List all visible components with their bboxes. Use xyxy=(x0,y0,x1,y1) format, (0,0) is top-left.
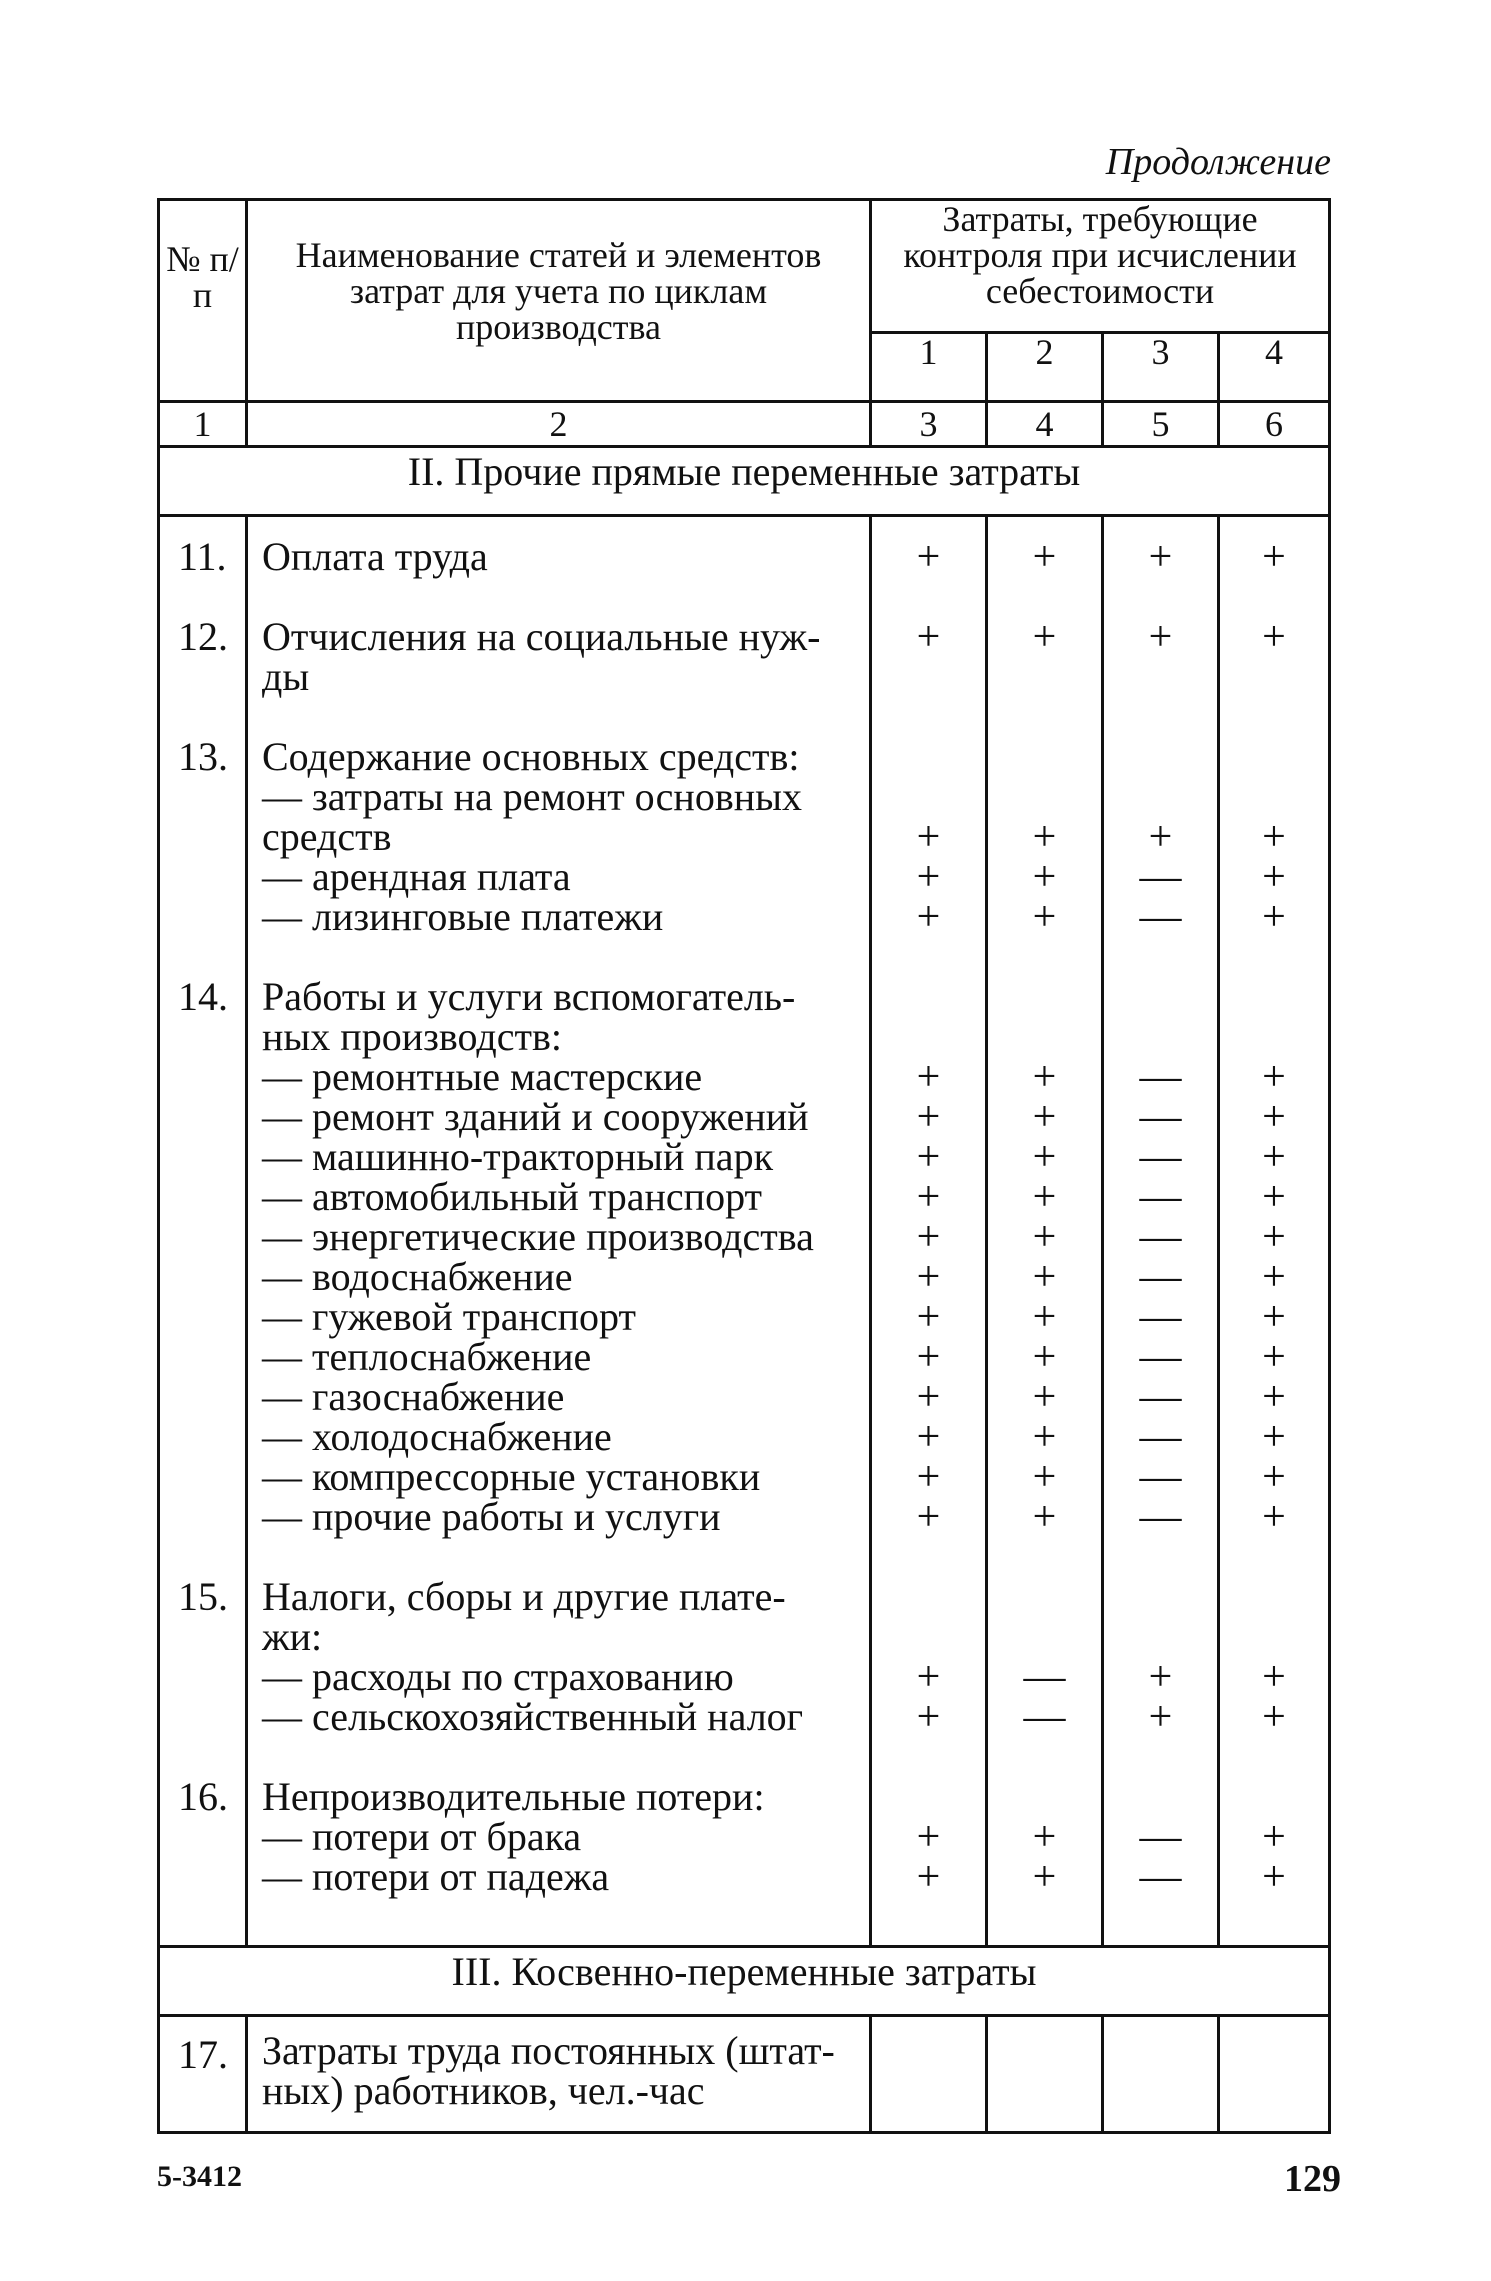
mark-c1-13: + xyxy=(916,1054,941,1100)
mark-c2-10 xyxy=(988,937,1101,977)
mark-c2-6 xyxy=(988,777,1101,817)
item-name-line-21: — газоснабжение xyxy=(262,1374,565,1419)
mark-c3-15: — xyxy=(1139,1134,1182,1180)
mark-c1-9: + xyxy=(916,894,941,940)
mark-c4-1 xyxy=(1220,577,1328,617)
mark-c3-3 xyxy=(1104,657,1217,697)
row-17-line-1: Затраты труда постоянных (штат- xyxy=(262,2028,835,2073)
mark-c1-27 xyxy=(872,1617,985,1657)
subcol-4: 4 xyxy=(1219,333,1330,402)
mark-c3-19: — xyxy=(1139,1294,1182,1340)
item-name-line-23: — компрессорные установки xyxy=(262,1454,761,1499)
colnum-2: 2 xyxy=(247,402,871,447)
item-name-line-24: — прочие работы и услуги xyxy=(262,1494,721,1539)
mark-c1-8: + xyxy=(916,854,941,900)
mark-c3-5 xyxy=(1104,737,1217,777)
item-name-line-15: — машинно-тракторный парк xyxy=(262,1134,773,1179)
mark-c3-10 xyxy=(1104,937,1217,977)
mark-c3-26 xyxy=(1104,1577,1217,1617)
continuation-label: Продолжение xyxy=(1105,141,1331,183)
mark-c2-20: + xyxy=(1032,1334,1057,1380)
colnum-5: 5 xyxy=(1103,402,1219,447)
mark-c4-19: + xyxy=(1262,1294,1286,1340)
item-name-line-29: — сельскохозяйственный налог xyxy=(262,1694,804,1739)
row-17 xyxy=(159,2016,1330,2133)
mark-c3-4 xyxy=(1104,697,1217,737)
item-name-line-0: Оплата труда xyxy=(262,534,488,579)
item-name-line-5: Содержание основных средств: xyxy=(262,734,800,779)
mark-c3-14: — xyxy=(1139,1094,1182,1140)
mark-c1-0: + xyxy=(916,534,941,580)
mark-c3-12 xyxy=(1104,1017,1217,1057)
mark-c1-30 xyxy=(872,1737,985,1777)
mark-c4-17: + xyxy=(1262,1214,1286,1260)
colnum-4: 4 xyxy=(987,402,1103,447)
mark-c2-23: + xyxy=(1032,1454,1057,1500)
mark-c1-14: + xyxy=(916,1094,941,1140)
mark-c4-3 xyxy=(1220,657,1328,697)
mark-c3-17: — xyxy=(1139,1214,1182,1260)
item-name-line-2: Отчисления на социальные нуж- xyxy=(262,614,821,659)
item-name-line-20: — теплоснабжение xyxy=(262,1334,592,1379)
mark-c3-0: + xyxy=(1148,534,1173,580)
mark-c4-27 xyxy=(1220,1617,1328,1657)
mark-c1-22: + xyxy=(916,1414,941,1460)
mark-c1-23: + xyxy=(916,1454,941,1500)
mark-c1-33: + xyxy=(916,1854,941,1900)
mark-c4-8: + xyxy=(1262,854,1286,900)
mark-c4-31 xyxy=(1220,1777,1328,1817)
item-name-line-31: Непроизводительные потери: xyxy=(262,1774,765,1819)
mark-c2-14: + xyxy=(1032,1094,1057,1140)
mark-c1-19: + xyxy=(916,1294,941,1340)
mark-c1-4 xyxy=(872,697,985,737)
mark-c1-5 xyxy=(872,737,985,777)
item-name-line-10 xyxy=(262,937,863,977)
mark-c3-32: — xyxy=(1139,1814,1182,1860)
mark-c4-20: + xyxy=(1262,1334,1286,1380)
mark-c4-10 xyxy=(1220,937,1328,977)
mark-c2-8: + xyxy=(1032,854,1057,900)
subcol-2: 2 xyxy=(987,333,1103,402)
mark-c2-9: + xyxy=(1032,894,1057,940)
mark-c1-32: + xyxy=(916,1814,941,1860)
mark-c3-18: — xyxy=(1139,1254,1182,1300)
mark-c2-28: — xyxy=(1023,1654,1066,1700)
mark-c1-16: + xyxy=(916,1174,941,1220)
item-name-line-7: средств xyxy=(262,814,392,859)
row-num-15: 15. xyxy=(178,1574,228,1619)
mark-c3-24: — xyxy=(1139,1494,1182,1540)
mark-c4-11 xyxy=(1220,977,1328,1017)
mark-c4-23: + xyxy=(1262,1454,1286,1500)
mark-c4-4 xyxy=(1220,697,1328,737)
mark-c1-29: + xyxy=(916,1694,941,1740)
mark-c2-19: + xyxy=(1032,1294,1057,1340)
mark-c2-27 xyxy=(988,1617,1101,1657)
mark-c1-28: + xyxy=(916,1654,941,1700)
mark-c3-23: — xyxy=(1139,1454,1182,1500)
mark-c2-21: + xyxy=(1032,1374,1057,1420)
row-17-col-1 xyxy=(871,2016,987,2133)
colnum-6: 6 xyxy=(1219,402,1330,447)
mark-c4-7: + xyxy=(1262,814,1286,860)
item-name-line-13: — ремонтные мастерские xyxy=(262,1054,703,1099)
mark-c2-26 xyxy=(988,1577,1101,1617)
mark-c4-9: + xyxy=(1262,894,1286,940)
mark-c1-6 xyxy=(872,777,985,817)
mark-c2-31 xyxy=(988,1777,1101,1817)
item-name-line-14: — ремонт зданий и сооружений xyxy=(262,1094,809,1139)
mark-c2-11 xyxy=(988,977,1101,1017)
mark-c4-24: + xyxy=(1262,1494,1286,1540)
item-name-line-25 xyxy=(262,1537,863,1577)
item-name-line-3: ды xyxy=(262,654,310,699)
row-17-col-4 xyxy=(1219,2016,1330,2133)
section-2-title: II. Прочие прямые переменные затраты xyxy=(159,447,1330,516)
row-num-13: 13. xyxy=(178,734,228,779)
mark-c2-24: + xyxy=(1032,1494,1057,1540)
row-num-12: 12. xyxy=(178,614,228,659)
mark-c2-2: + xyxy=(1032,614,1057,660)
mark-c1-1 xyxy=(872,577,985,617)
mark-c1-26 xyxy=(872,1577,985,1617)
mark-c1-20: + xyxy=(916,1334,941,1380)
cost-control-table xyxy=(157,198,1331,2134)
mark-c4-18: + xyxy=(1262,1254,1286,1300)
item-name-line-6: — затраты на ремонт основных xyxy=(262,774,802,819)
mark-c2-15: + xyxy=(1032,1134,1057,1180)
mark-c2-4 xyxy=(988,697,1101,737)
item-name-line-4 xyxy=(262,697,863,737)
item-name-line-8: — арендная плата xyxy=(262,854,571,899)
item-name-line-11: Работы и услуги вспомогатель- xyxy=(262,974,796,1019)
mark-c3-20: — xyxy=(1139,1334,1182,1380)
row-17-col-3 xyxy=(1103,2016,1219,2133)
row-num-16: 16. xyxy=(178,1774,228,1819)
mark-c3-7: + xyxy=(1148,814,1173,860)
mark-c2-18: + xyxy=(1032,1254,1057,1300)
mark-c2-17: + xyxy=(1032,1214,1057,1260)
mark-c2-13: + xyxy=(1032,1054,1057,1100)
mark-c4-33: + xyxy=(1262,1854,1286,1900)
item-names xyxy=(247,516,871,1947)
item-name-line-32: — потери от брака xyxy=(262,1814,582,1859)
header-row xyxy=(159,200,1330,333)
row-num-14: 14. xyxy=(178,974,228,1019)
mark-c4-0: + xyxy=(1262,534,1286,580)
item-name-line-22: — холодоснабжение xyxy=(262,1414,612,1459)
mark-c3-33: — xyxy=(1139,1854,1182,1900)
mark-c2-22: + xyxy=(1032,1414,1057,1460)
mark-c2-32: + xyxy=(1032,1814,1057,1860)
mark-c3-27 xyxy=(1104,1617,1217,1657)
item-name-line-1 xyxy=(262,577,863,617)
item-name-line-26: Налоги, сборы и другие плате- xyxy=(262,1574,786,1619)
mark-c1-17: + xyxy=(916,1214,941,1260)
colnum-1: 1 xyxy=(159,402,247,447)
mark-c2-0: + xyxy=(1032,534,1057,580)
mark-c3-22: — xyxy=(1139,1414,1182,1460)
mark-c1-25 xyxy=(872,1537,985,1577)
item-name-line-19: — гужевой транспорт xyxy=(262,1294,637,1339)
item-name-line-12: ных производств: xyxy=(262,1014,562,1059)
mark-c4-6 xyxy=(1220,777,1328,817)
row-num-11: 11. xyxy=(178,534,227,579)
mark-c4-22: + xyxy=(1262,1414,1286,1460)
item-name-line-18: — водоснабжение xyxy=(262,1254,573,1299)
mark-c4-13: + xyxy=(1262,1054,1286,1100)
section-3-row xyxy=(159,1947,1330,2016)
footer-code: 5-3412 xyxy=(157,2160,242,2193)
mark-c2-30 xyxy=(988,1737,1101,1777)
item-name-line-28: — расходы по страхованию xyxy=(262,1654,734,1699)
mark-c4-26 xyxy=(1220,1577,1328,1617)
header-costs: Затраты, требующие контроля при исчислении себестоимости xyxy=(871,200,1330,333)
mark-c4-21: + xyxy=(1262,1374,1286,1420)
mark-c3-16: — xyxy=(1139,1174,1182,1220)
mark-c2-3 xyxy=(988,657,1101,697)
item-name-line-27: жи: xyxy=(262,1614,323,1659)
mark-c3-1 xyxy=(1104,577,1217,617)
marks-col-2 xyxy=(987,516,1103,1947)
mark-c1-7: + xyxy=(916,814,941,860)
row-17-line-2: ных) работников, чел.-час xyxy=(262,2068,705,2113)
mark-c1-3 xyxy=(872,657,985,697)
section-2-row xyxy=(159,447,1330,516)
item-name-line-33: — потери от падежа xyxy=(262,1854,610,1899)
mark-c2-12 xyxy=(988,1017,1101,1057)
mark-c3-6 xyxy=(1104,777,1217,817)
section-3-title: III. Косвенно-переменные затраты xyxy=(159,1947,1330,2016)
mark-c3-11 xyxy=(1104,977,1217,1017)
mark-c2-1 xyxy=(988,577,1101,617)
mark-c1-18: + xyxy=(916,1254,941,1300)
mark-c3-28: + xyxy=(1148,1654,1173,1700)
mark-c4-25 xyxy=(1220,1537,1328,1577)
mark-c2-16: + xyxy=(1032,1174,1057,1220)
mark-c4-16: + xyxy=(1262,1174,1286,1220)
item-name-line-30 xyxy=(262,1737,863,1777)
mark-c3-30 xyxy=(1104,1737,1217,1777)
page-number: 129 xyxy=(1284,2158,1341,2200)
mark-c1-11 xyxy=(872,977,985,1017)
subcol-3: 3 xyxy=(1103,333,1219,402)
mark-c4-32: + xyxy=(1262,1814,1286,1860)
marks-col-1 xyxy=(871,516,987,1947)
mark-c2-33: + xyxy=(1032,1854,1057,1900)
item-name-line-16: — автомобильный транспорт xyxy=(262,1174,763,1219)
mark-c2-7: + xyxy=(1032,814,1057,860)
header-num: № п/п xyxy=(159,200,247,402)
colnum-3: 3 xyxy=(871,402,987,447)
mark-c4-2: + xyxy=(1262,614,1286,660)
mark-c3-29: + xyxy=(1148,1694,1173,1740)
mark-c3-31 xyxy=(1104,1777,1217,1817)
mark-c2-25 xyxy=(988,1537,1101,1577)
mark-c1-12 xyxy=(872,1017,985,1057)
mark-c2-29: — xyxy=(1023,1694,1066,1740)
mark-c4-14: + xyxy=(1262,1094,1286,1140)
item-name-line-17: — энергетические производства xyxy=(262,1214,814,1259)
mark-c1-31 xyxy=(872,1777,985,1817)
mark-c2-5 xyxy=(988,737,1101,777)
row-17-col-2 xyxy=(987,2016,1103,2133)
section-2-body xyxy=(159,516,1330,1947)
row-num-17: 17. xyxy=(159,2016,247,2133)
marks-col-4 xyxy=(1219,516,1330,1947)
mark-c1-15: + xyxy=(916,1134,941,1180)
mark-c3-21: — xyxy=(1139,1374,1182,1420)
mark-c4-28: + xyxy=(1262,1654,1286,1700)
mark-c4-5 xyxy=(1220,737,1328,777)
marks-col-3 xyxy=(1103,516,1219,1947)
mark-c1-2: + xyxy=(916,614,941,660)
row-17-name xyxy=(247,2016,871,2133)
mark-c3-25 xyxy=(1104,1537,1217,1577)
mark-c3-13: — xyxy=(1139,1054,1182,1100)
subcol-1: 1 xyxy=(871,333,987,402)
row-numbers xyxy=(159,516,247,1947)
mark-c1-10 xyxy=(872,937,985,977)
mark-c4-29: + xyxy=(1262,1694,1286,1740)
mark-c3-2: + xyxy=(1148,614,1173,660)
header-name: Наименование статей и элементов затрат для учета по циклам производства xyxy=(247,200,871,402)
mark-c1-21: + xyxy=(916,1374,941,1420)
mark-c4-30 xyxy=(1220,1737,1328,1777)
column-number-row xyxy=(159,402,1330,447)
mark-c1-24: + xyxy=(916,1494,941,1540)
item-name-line-9: — лизинговые платежи xyxy=(262,894,664,939)
mark-c4-12 xyxy=(1220,1017,1328,1057)
mark-c4-15: + xyxy=(1262,1134,1286,1180)
mark-c3-9: — xyxy=(1139,894,1182,940)
mark-c3-8: — xyxy=(1139,854,1182,900)
